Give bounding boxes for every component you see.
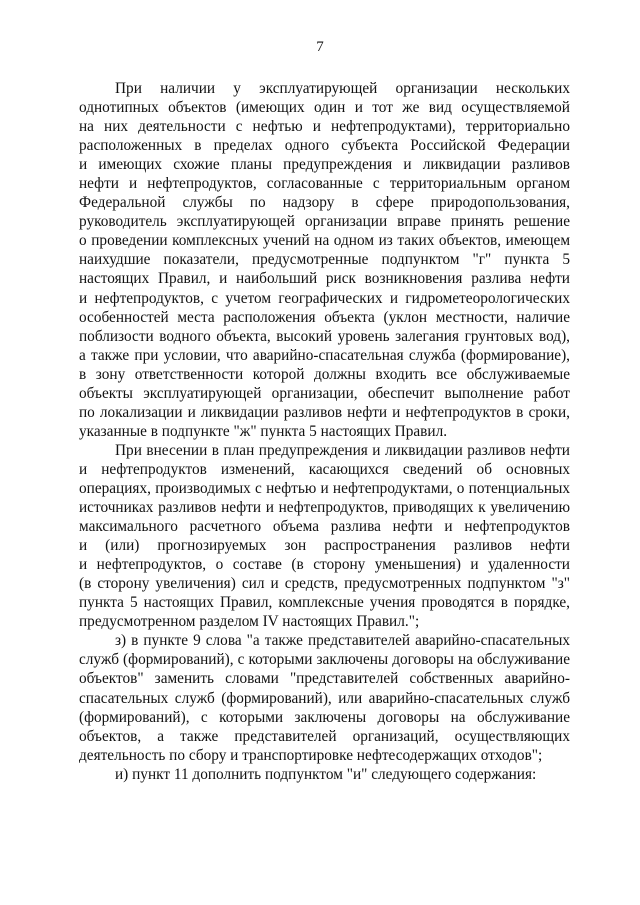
text-line: деятельность по сбору и транспортировке нефтесодержащих отходов"; bbox=[79, 746, 543, 764]
text-line: нефти и нефтепродуктов, согласованные с территориальным органом bbox=[79, 175, 570, 193]
text-line: однотипных объектов (имеющих один и тот же вид осуществляемой bbox=[79, 99, 570, 117]
text-line: настоящих Правил, и наибольший риск возникновения разлива нефти bbox=[79, 270, 570, 288]
paragraph bbox=[79, 631, 570, 764]
text-line: и имеющих схожие планы предупреждения и ликвидации разливов bbox=[79, 156, 570, 174]
text-line: по локализации и ликвидации разливов нефти и нефтепродуктов в сроки, bbox=[79, 403, 570, 421]
text-line: При наличии у эксплуатирующей организации нескольких bbox=[115, 80, 570, 97]
text-line: и нефтепродуктов изменений, касающихся сведений об основных bbox=[79, 460, 570, 478]
text-line: (в сторону увеличения) сил и средств, предусмотренных подпунктом "з" bbox=[79, 575, 570, 593]
text-line: а также при условии, что аварийно-спасательная служба (формирование), bbox=[79, 346, 570, 364]
document-body bbox=[79, 79, 570, 784]
text-line: пункта 5 настоящих Правил, комплексные учения проводятся в порядке, bbox=[79, 594, 570, 612]
text-line: (формирований), с которыми заключены договоры на обслуживание bbox=[79, 708, 570, 726]
text-line: о проведении комплексных учений на одном из таких объектов, имеющем bbox=[79, 232, 570, 250]
page-number: 7 bbox=[316, 39, 324, 55]
text-line: служб (формирований), с которыми заключены договоры на обслуживание bbox=[79, 651, 570, 669]
text-line: При внесении в план предупреждения и ликвидации разливов нефти bbox=[115, 441, 570, 459]
text-line: и) пункт 11 дополнить подпунктом "и" следующего содержания: bbox=[115, 765, 537, 783]
text-line: объектов" заменить словами "представителей собственных аварийно- bbox=[79, 670, 570, 688]
text-line: источниках разливов нефти и нефтепродуктов, приводящих к увеличению bbox=[79, 499, 570, 517]
text-line: на них деятельности с нефтью и нефтепродуктами), территориально bbox=[79, 118, 570, 136]
text-line: в зону ответственности которой должны входить все обслуживаемые bbox=[79, 365, 570, 383]
text-line: и (или) прогнозируемых зон распространения разливов нефти bbox=[79, 537, 570, 555]
text-line: спасательных служб (формирований), или аварийно-спасательных служб bbox=[79, 689, 570, 707]
text-line: расположенных в пределах одного субъекта Российской Федерации bbox=[79, 137, 570, 155]
paragraph bbox=[79, 441, 570, 631]
paragraph bbox=[79, 765, 570, 784]
text-line: наихудшие показатели, предусмотренные подпунктом "г" пункта 5 bbox=[79, 251, 570, 269]
text-line: объекты эксплуатирующей организации, обеспечит выполнение работ bbox=[79, 384, 570, 402]
text-line: максимального расчетного объема разлива нефти и нефтепродуктов bbox=[79, 518, 570, 536]
text-line: з) в пункте 9 слова "а также представителей аварийно-спасательных bbox=[115, 632, 570, 650]
text-line: операциях, производимых с нефтью и нефтепродуктами, о потенциальных bbox=[79, 479, 570, 497]
paragraph bbox=[79, 79, 570, 441]
text-line: объектов, а также представителей организаций, осуществляющих bbox=[79, 727, 570, 745]
text-line: предусмотренном разделом IV настоящих Правил."; bbox=[79, 613, 420, 631]
text-line: особенностей места расположения объекта (уклон местности, наличие bbox=[79, 308, 570, 326]
text-line: руководитель эксплуатирующей организации вправе принять решение bbox=[79, 213, 570, 231]
text-line: Федеральной службы по надзору в сфере природопользования, bbox=[79, 194, 570, 212]
text-line: и нефтепродуктов, с учетом географических и гидрометеорологических bbox=[79, 289, 570, 307]
text-line: поблизости водного объекта, высокий уровень залегания грунтовых вод), bbox=[79, 327, 570, 345]
text-line: указанные в подпункте "ж" пункта 5 настоящих Правил. bbox=[79, 422, 448, 440]
text-line: и нефтепродуктов, о составе (в сторону уменьшения) и удаленности bbox=[79, 556, 570, 574]
